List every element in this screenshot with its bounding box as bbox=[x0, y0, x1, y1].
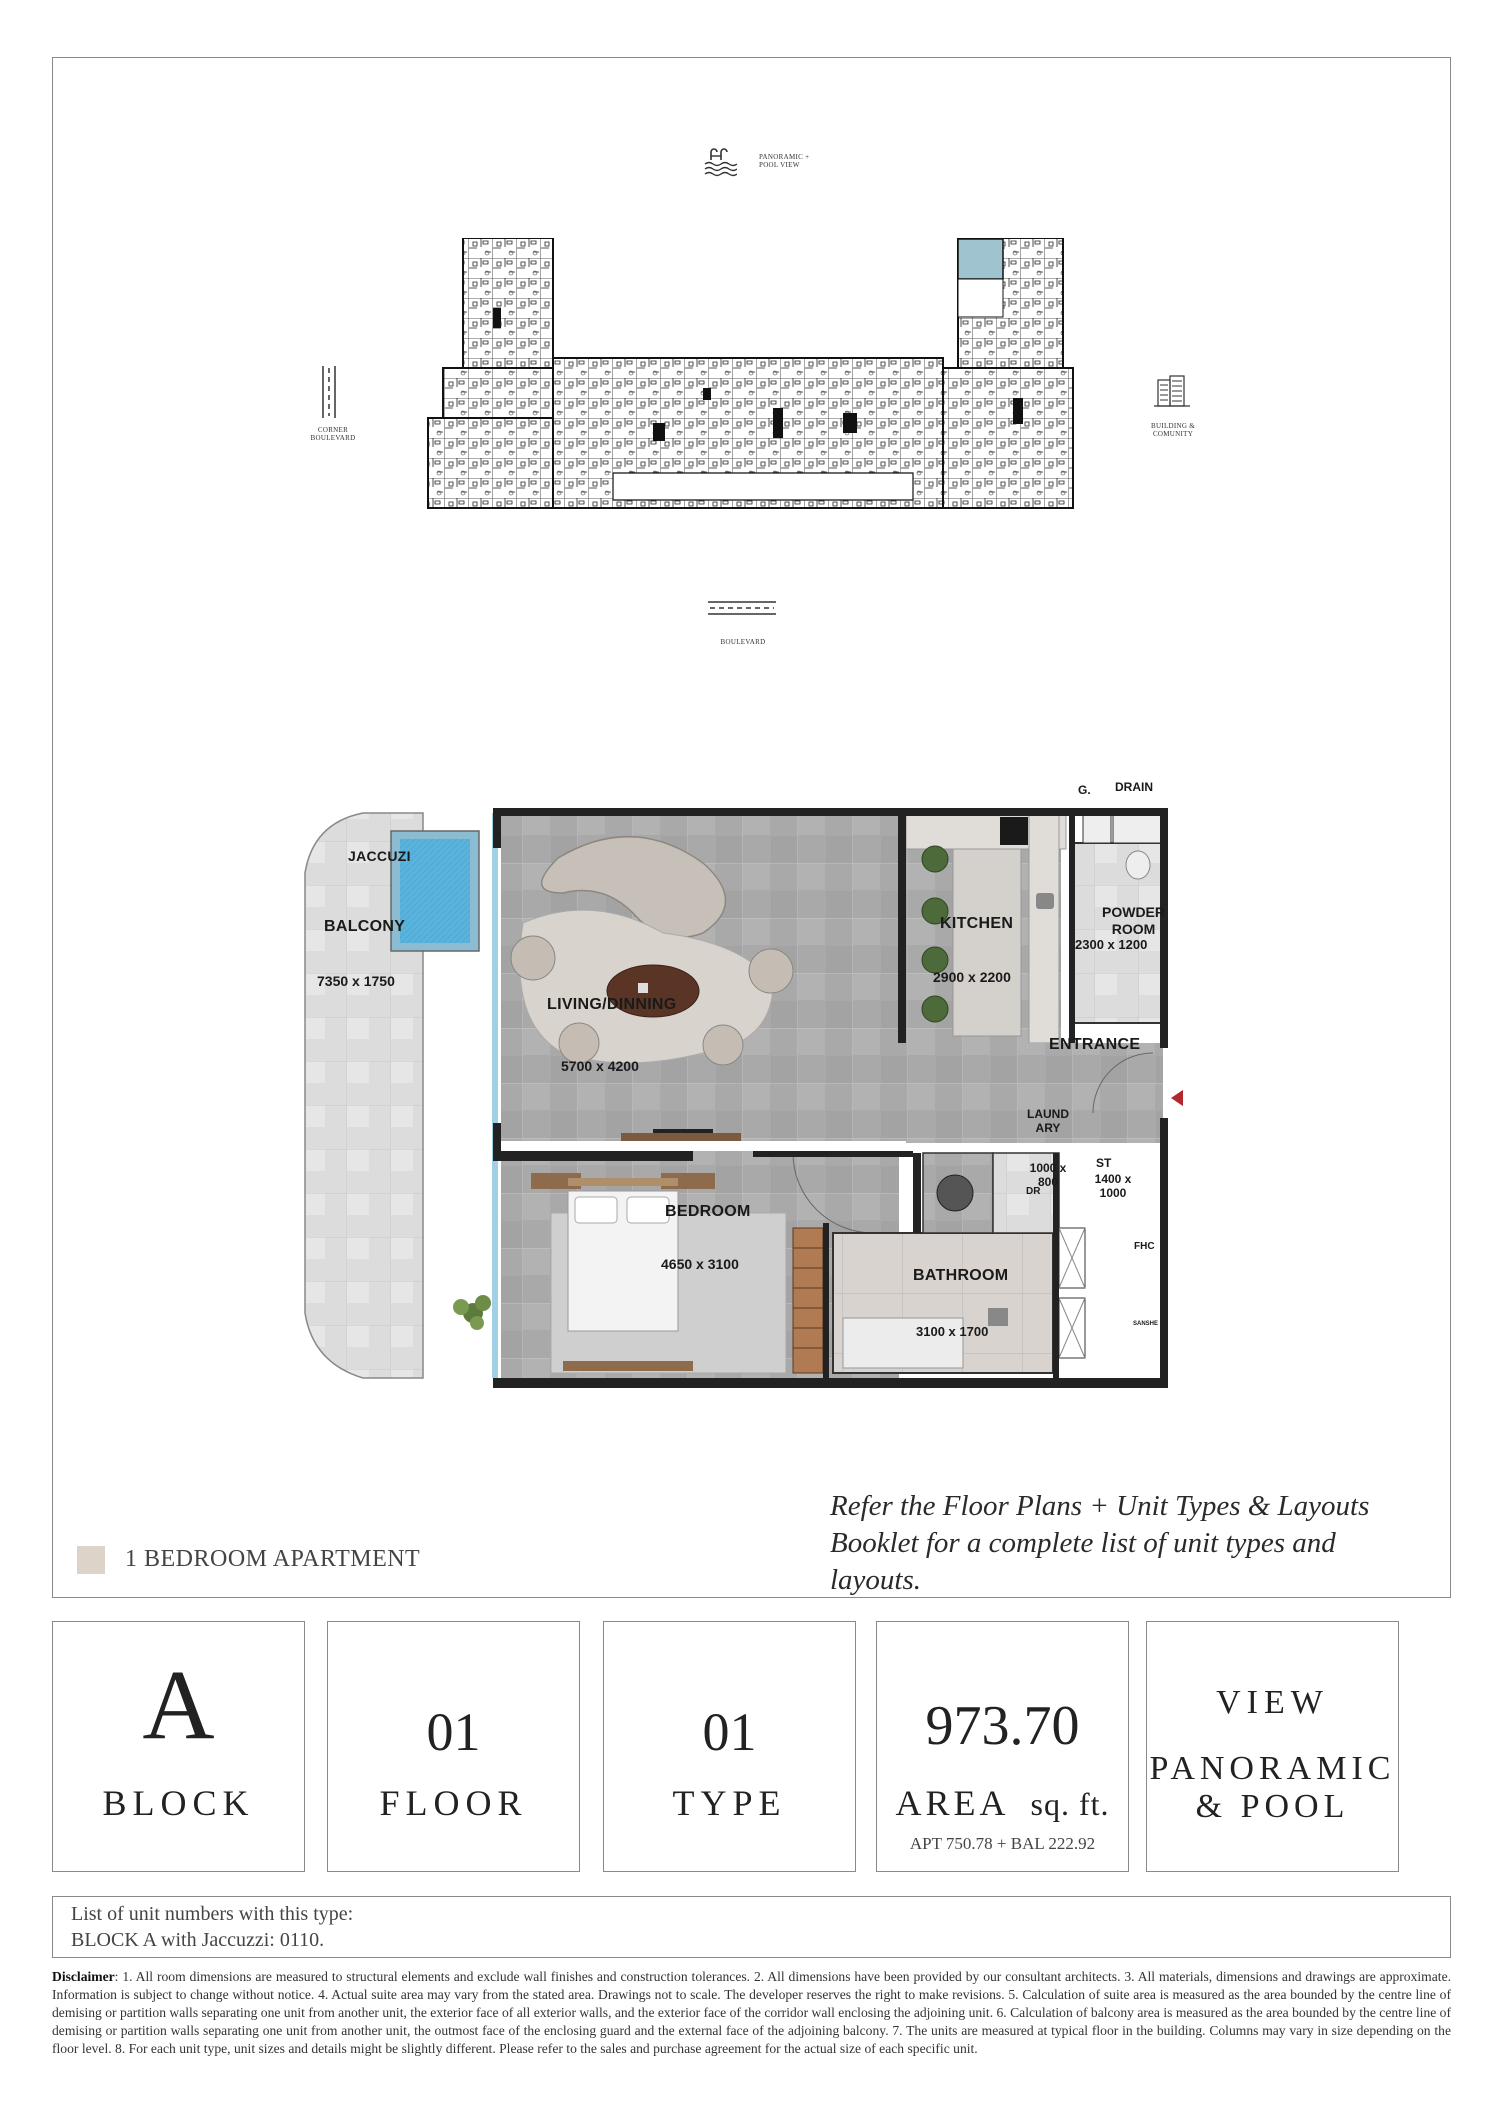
fhc-label: FHC bbox=[1134, 1241, 1155, 1252]
bathroom-dimension: 3100 x 1700 bbox=[916, 1324, 989, 1339]
pool-view-icon bbox=[703, 148, 737, 180]
kitchen-label: KITCHEN bbox=[940, 915, 1014, 932]
block-value: A bbox=[142, 1649, 215, 1760]
laundry-label: LAUND ARY bbox=[1027, 1107, 1069, 1135]
view-value-line1: PANORAMIC bbox=[1149, 1750, 1396, 1787]
floor-box bbox=[327, 1621, 580, 1872]
floor-label: FLOOR bbox=[379, 1783, 528, 1823]
dr-label: DR bbox=[1026, 1186, 1041, 1197]
view-value-line2: & POOL bbox=[1195, 1788, 1350, 1825]
refer-note: Refer the Floor Plans + Unit Types & Layouts Booklet for a complete list of unit types and layouts. bbox=[830, 1490, 1370, 1596]
st-label: ST bbox=[1096, 1156, 1112, 1170]
boulevard-road-icon bbox=[708, 600, 776, 616]
bedroom-dimension: 4650 x 3100 bbox=[661, 1256, 739, 1272]
living-dining-label: LIVING/DINNING bbox=[547, 996, 677, 1013]
area-unit: sq. ft. bbox=[1030, 1786, 1110, 1822]
legend-swatch bbox=[77, 1546, 105, 1574]
balcony-dimension: 7350 x 1750 bbox=[317, 973, 395, 989]
block-box bbox=[52, 1621, 305, 1872]
view-label: VIEW bbox=[1216, 1684, 1329, 1721]
bedroom-label: BEDROOM bbox=[665, 1203, 751, 1220]
building-key-plan bbox=[373, 238, 1173, 518]
jaccuzi-label: JACCUZI bbox=[348, 848, 411, 864]
bathroom-label: BATHROOM bbox=[913, 1267, 1009, 1284]
living-dining-dimension: 5700 x 4200 bbox=[561, 1058, 639, 1074]
corner-road-icon bbox=[321, 366, 337, 418]
st-dimension: 1400 x 1000 bbox=[1094, 1172, 1132, 1200]
type-value: 01 bbox=[702, 1702, 757, 1762]
floor-value: 01 bbox=[426, 1702, 481, 1762]
view-label: PANORAMIC + POOL VIEW bbox=[759, 153, 810, 169]
legend-label: 1 BEDROOM APARTMENT bbox=[125, 1546, 421, 1572]
disclaimer-text: : 1. All room dimensions are measured to structural elements and exclude wall finishes and construction tolerances. 2. All dimensions have been provided by our consultant architects. 3. All materials, dimensions and drawings are approximate. Information is subject to change without notice. 4. Actual suite area may vary from the stated area. Drawings not to scale. The developer reserves the right to make revisions. 5. Calculation of suite area is measured as the area bounded by the centre line of demising or partition walls separating one unit from another unit, the exterior face of all exterior walls, and the exterior face of the corridor wall enclosing the adjoining unit. 6. Calculation of balcony area is measured as the area bounded by the centre line of demising or partition walls separating one unit from another unit, the outmost face of the enclosing guard and the external face of the adjoining balcony. 7. The units are measured at typical floor in the building. Columns may vary in size depending on the floor level. 8. For each unit type, unit sizes and details might be slightly different. Please refer to the sales and purchase agreement for the actual size of each specific unit. bbox=[52, 1969, 1451, 2056]
g-label: G. bbox=[1078, 783, 1091, 797]
type-box bbox=[603, 1621, 856, 1872]
plant-icon bbox=[453, 1295, 491, 1330]
entrance-label: ENTRANCE bbox=[1049, 1036, 1141, 1053]
unit-list-entry: BLOCK A with Jaccuzzi: 0110. bbox=[71, 1929, 325, 1951]
area-box bbox=[876, 1621, 1129, 1872]
entrance-arrow-icon bbox=[1171, 1083, 1183, 1113]
unit-list-box bbox=[52, 1896, 1451, 1958]
key-plan bbox=[53, 58, 1452, 658]
powder-room-dimension: 2300 x 1200 bbox=[1075, 937, 1148, 952]
floor-plan-frame bbox=[52, 57, 1451, 1598]
disclaimer bbox=[52, 1968, 1451, 2058]
area-label-row bbox=[877, 1782, 1128, 1824]
corner-boulevard-label: CORNER BOULEVARD bbox=[310, 426, 356, 442]
area-breakdown: APT 750.78 + BAL 222.92 bbox=[909, 1834, 1096, 1853]
area-label: AREA bbox=[895, 1783, 1008, 1823]
block-label: BLOCK bbox=[102, 1783, 255, 1823]
disclaimer-title: Disclaimer bbox=[52, 1969, 115, 1984]
view-box bbox=[1146, 1621, 1399, 1872]
powder-room-label: POWDER ROOM bbox=[1102, 904, 1165, 937]
unit-list-heading: List of unit numbers with this type: bbox=[71, 1903, 354, 1925]
drain-label: DRAIN bbox=[1115, 780, 1153, 794]
unit-floor-plan bbox=[303, 753, 1183, 1403]
building-community-label: BUILDING & COMUNITY bbox=[1150, 422, 1196, 438]
kitchen-dimension: 2900 x 2200 bbox=[933, 969, 1011, 985]
laundry-dimension: 1000 x 800 bbox=[1029, 1161, 1067, 1189]
sanshe-label: SANSHE bbox=[1133, 1321, 1159, 1327]
balcony-label: BALCONY bbox=[324, 918, 406, 935]
area-value: 973.70 bbox=[925, 1695, 1080, 1757]
type-label: TYPE bbox=[672, 1783, 787, 1823]
boulevard-label: BOULEVARD bbox=[720, 638, 766, 646]
